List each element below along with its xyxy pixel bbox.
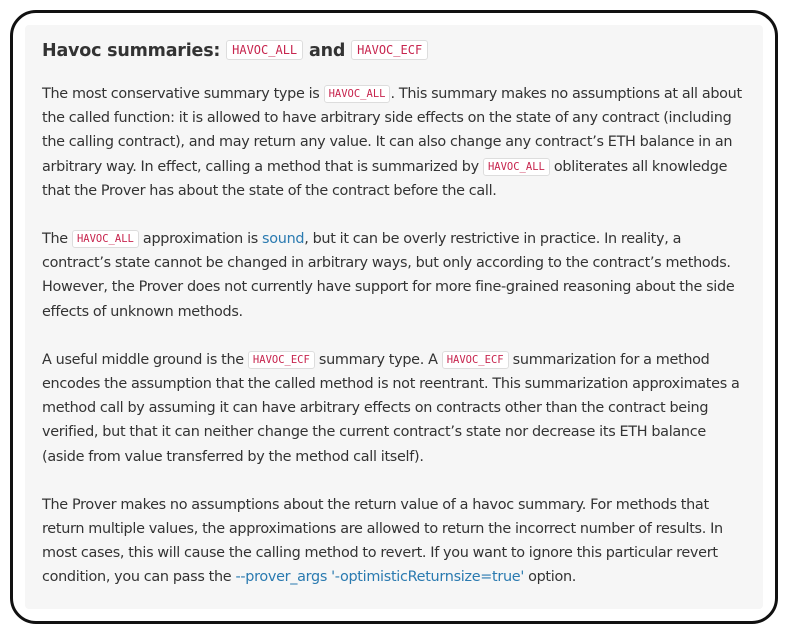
text: summary type. A	[314, 351, 442, 368]
inline-code: HAVOC_ALL	[483, 158, 550, 176]
paragraph-return-values	[42, 493, 742, 590]
inline-code: HAVOC_ECF	[248, 351, 315, 369]
text: obliterates all knowledge that the Prover has about the state of the contract before the call.	[42, 158, 728, 199]
text: summarization for a method encodes the assumption that the called method is not reentrant. This summarization approximates a method call by assuming it can have arbitrary effects on contracts other than the contract being verified, but that it can neither change the current contract’s state nor decrease its ETH balance (aside from value transferred by the method call itself).	[42, 351, 740, 465]
code-havoc-ecf: HAVOC_ECF	[351, 40, 428, 60]
screenshot-frame	[10, 10, 778, 624]
code-havoc-all: HAVOC_ALL	[226, 40, 303, 60]
text: A useful middle ground is the	[42, 351, 248, 368]
inline-code: HAVOC_ECF	[442, 351, 509, 369]
text: . This summary makes no assumptions at all about the called function: it is allowed to have arbitrary side effects on the state of any contract (including the calling contract), and may return any value. It can also change any contract’s ETH balance in an arbitrary way. In effect, calling a method that is summarized by	[42, 86, 742, 175]
article-content	[42, 38, 742, 614]
text: , but it can be overly restrictive in practice. In reality, a contract’s state cannot be changed in arbitrary ways, but only according to the contract’s methods. However, the Prover does not currently have support for more fine-grained reasoning about the side effects of unknown methods.	[42, 231, 735, 320]
paragraph-soundness	[42, 227, 742, 324]
inline-code: HAVOC_ALL	[324, 85, 391, 103]
heading-text: Havoc summaries:	[42, 41, 227, 61]
prover-args-link[interactable]: --prover_args '-optimisticReturnsize=true'	[235, 569, 525, 586]
text: The most conservative summary type is	[42, 86, 324, 102]
inline-code: HAVOC_ALL	[72, 230, 139, 248]
text: approximation is	[138, 231, 263, 248]
text: The	[42, 231, 72, 248]
paragraph-havoc-ecf	[42, 348, 742, 469]
text: option.	[524, 569, 577, 586]
sound-link[interactable]: sound	[262, 231, 305, 248]
paragraph-havoc-all	[42, 82, 742, 203]
text: The Prover makes no assumptions about the return value of a havoc summary. For methods that return multiple values, the approximations are allowed to return the incorrect number of results. In most cases, this will cause the calling method to revert. If you want to ignore this particular revert condition, you can pass the	[42, 496, 723, 586]
section-heading	[42, 38, 742, 63]
heading-joiner: and	[303, 41, 352, 61]
content-panel	[25, 25, 763, 609]
